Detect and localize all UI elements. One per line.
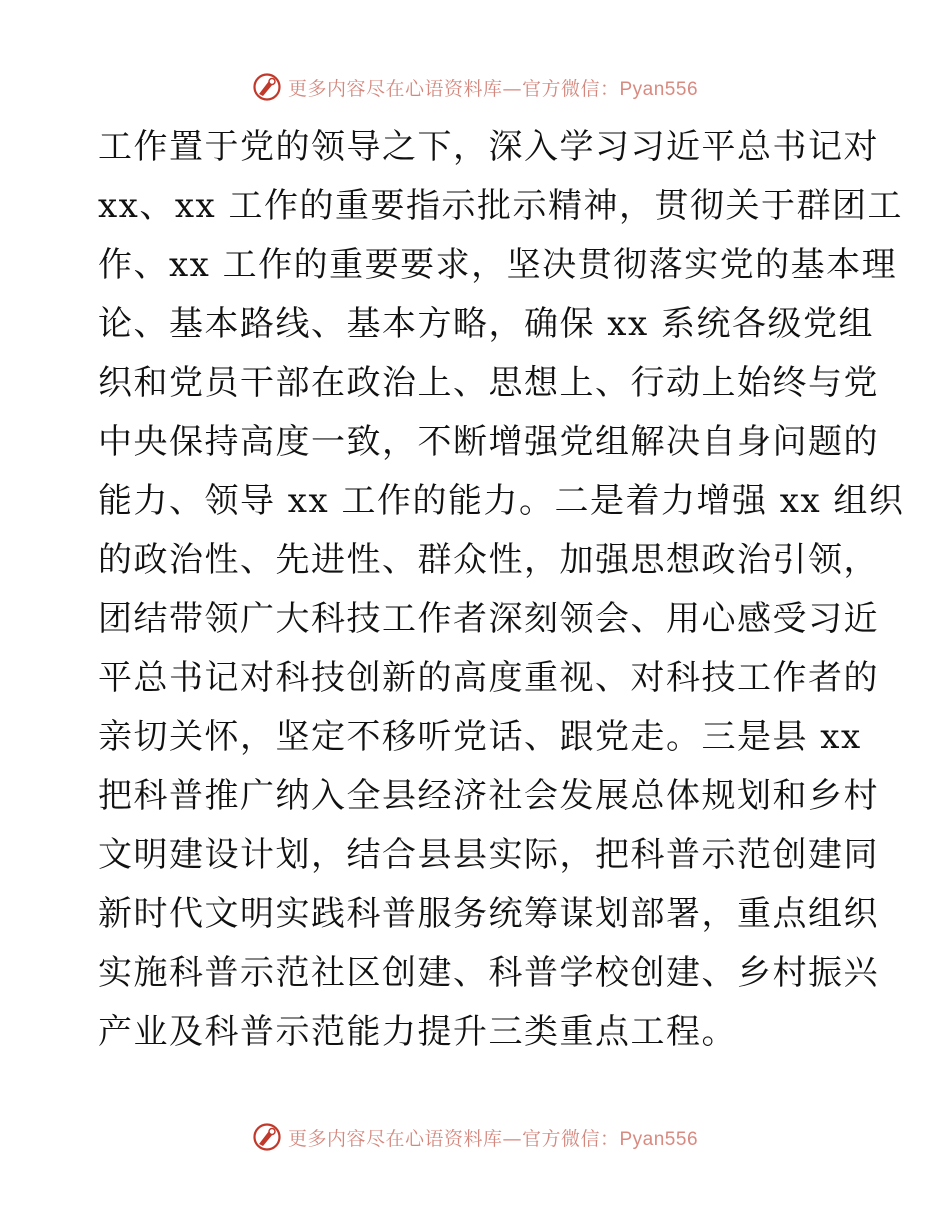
body-line: 论、基本路线、基本方略，确保 xx 系统各级党组 xyxy=(98,304,874,344)
watermark-main: 更多内容尽在心语资料库—官方微信： xyxy=(287,1127,620,1150)
watermark-wechat-id: Pyan556 xyxy=(619,1128,699,1150)
body-line: 作、xx 工作的重要要求，坚决贯彻落实党的基本理 xyxy=(98,245,898,285)
watermark-wechat-id: Pyan556 xyxy=(619,78,699,100)
watermark-main: 更多内容尽在心语资料库—官方微信： xyxy=(287,77,620,100)
body-line: 中央保持高度一致，不断增强党组解决自身问题的 xyxy=(98,422,879,462)
body-line: 亲切关怀，坚定不移听党话、跟党走。三是县 xx xyxy=(98,717,862,757)
body-line: 文明建设计划，结合县县实际，把科普示范创建同 xyxy=(98,835,879,875)
body-line: xx、xx 工作的重要指示批示精神，贯彻关于群团工 xyxy=(98,186,904,226)
body-line: 的政治性、先进性、群众性，加强思想政治引领， xyxy=(98,540,879,580)
body-line: 工作置于党的领导之下，深入学习习近平总书记对 xyxy=(98,127,879,167)
body-line: 团结带领广大科技工作者深刻领会、用心感受习近 xyxy=(98,599,879,639)
body-line: 实施科普示范社区创建、科普学校创建、乡村振兴 xyxy=(98,953,879,993)
footer-watermark xyxy=(0,1122,950,1152)
document-body xyxy=(98,118,905,1062)
body-line: 能力、领导 xx 工作的能力。二是着力增强 xx 组织 xyxy=(98,481,905,521)
body-line: 平总书记对科技创新的高度重视、对科技工作者的 xyxy=(98,658,879,698)
pen-nib-circle-icon xyxy=(252,72,282,102)
watermark-text xyxy=(288,1124,698,1151)
pen-nib-circle-icon xyxy=(252,1122,282,1152)
header-watermark xyxy=(0,72,950,102)
body-line: 新时代文明实践科普服务统筹谋划部署，重点组织 xyxy=(98,894,879,934)
watermark-text xyxy=(288,74,698,101)
body-line: 产业及科普示范能力提升三类重点工程。 xyxy=(98,1012,737,1052)
body-line: 织和党员干部在政治上、思想上、行动上始终与党 xyxy=(98,363,879,403)
body-line: 把科普推广纳入全县经济社会发展总体规划和乡村 xyxy=(98,776,879,816)
